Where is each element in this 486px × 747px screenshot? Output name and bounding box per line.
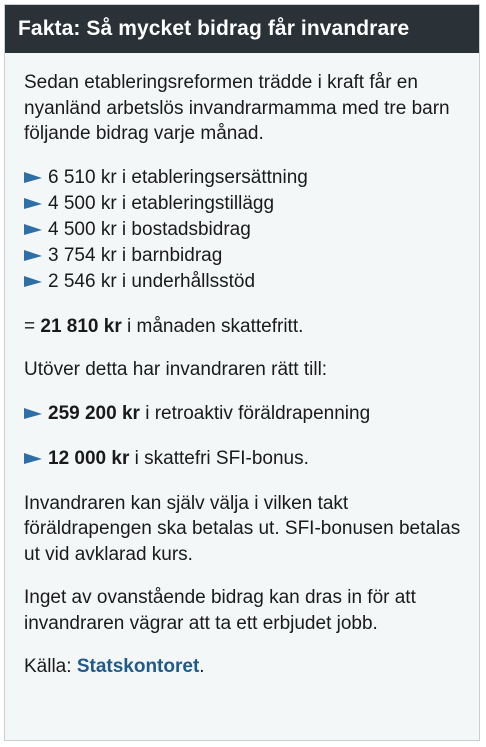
list-item-text: 4 500 kr i bostadsbidrag	[48, 218, 251, 240]
extra-amount: 259 200 kr	[48, 402, 140, 424]
source-end: .	[199, 656, 205, 677]
fact-box-content	[5, 53, 479, 680]
list-item	[24, 165, 461, 191]
list-item	[24, 217, 461, 243]
arrow-right-icon	[24, 407, 42, 420]
list-item-text: 3 754 kr i barnbidrag	[48, 244, 223, 266]
list-item	[24, 191, 461, 217]
list-item	[24, 243, 461, 269]
source-label: Källa:	[24, 656, 77, 677]
arrow-right-icon	[24, 249, 42, 262]
extra-item	[24, 446, 461, 472]
extra-amount: 12 000 kr	[48, 447, 130, 469]
arrow-right-icon	[24, 275, 42, 288]
utover-text: Utöver detta har invandraren rätt till:	[24, 359, 328, 380]
total-suffix: i månaden skattefritt.	[121, 315, 304, 337]
fact-box-title: Fakta: Så mycket bidrag får invandrare	[18, 17, 410, 40]
total-amount: 21 810 kr	[40, 315, 122, 337]
source-line	[24, 654, 461, 680]
arrow-right-icon	[24, 171, 42, 184]
list-item	[24, 269, 461, 295]
extra-item-text	[48, 401, 370, 427]
intro-text: Sedan etableringsreformen trädde i kraft får en nyanländ arbetslös invandrarmamma med tre barn följande bidrag varje månad.	[24, 72, 450, 144]
total-line	[24, 314, 461, 340]
fact-box-header	[5, 5, 479, 53]
list-item-text: 4 500 kr i etableringstillägg	[48, 192, 275, 214]
list-item-text: 6 510 kr i etableringsersättning	[48, 166, 308, 188]
list-item-text: 2 546 kr i underhållsstöd	[48, 270, 256, 292]
arrow-right-icon	[24, 452, 42, 465]
source-link[interactable]: Statskontoret	[76, 656, 200, 677]
arrow-right-icon	[24, 223, 42, 236]
extra-suffix: i skattefri SFI-bonus.	[129, 447, 309, 469]
paragraph-no-revoke: Inget av ovanstående bidrag kan dras in för att invandraren vägrar att ta ett erbjudet jobb.	[24, 587, 416, 634]
extra-item-text	[48, 446, 309, 472]
fact-box	[4, 4, 480, 741]
total-prefix: =	[24, 315, 41, 337]
arrow-right-icon	[24, 197, 42, 210]
extra-suffix: i retroaktiv föräldrapenning	[139, 402, 371, 424]
extra-item	[24, 401, 461, 427]
paragraph-choice: Invandraren kan själv välja i vilken takt föräldrapengen ska betalas ut. SFI-bonusen betalas ut vid avklarad kurs.	[24, 492, 461, 565]
benefit-list	[24, 165, 461, 295]
